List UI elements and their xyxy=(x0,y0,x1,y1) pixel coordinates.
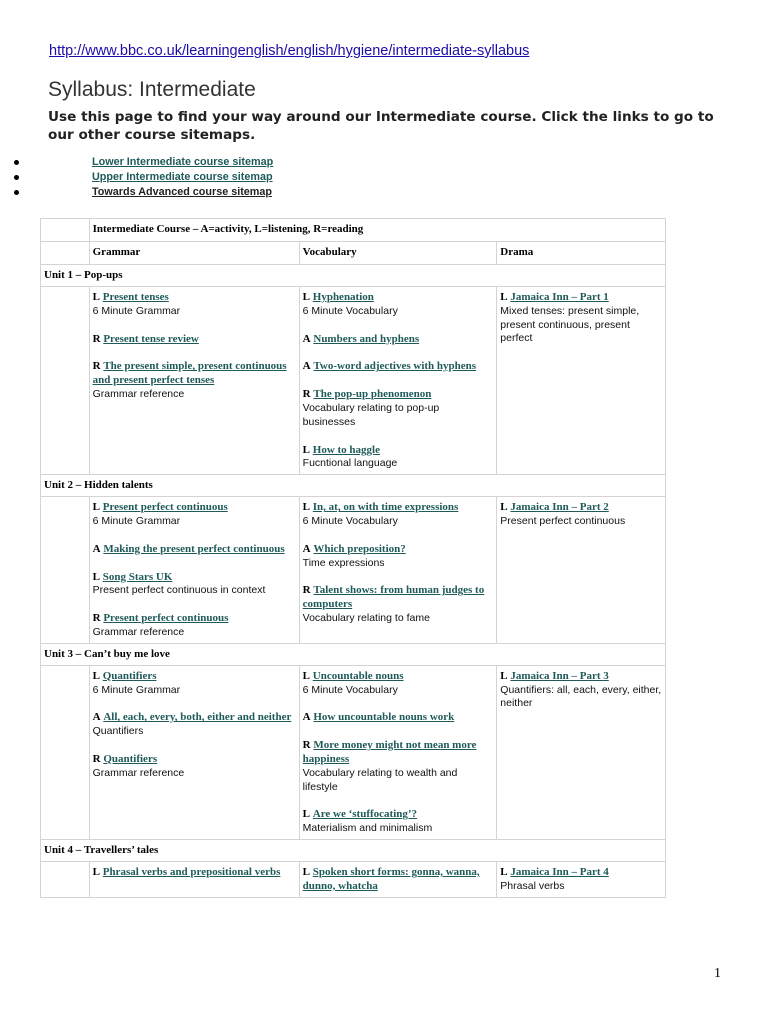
activity-description: 6 Minute Grammar xyxy=(92,683,181,696)
bullet-icon xyxy=(14,160,19,165)
activity-entry xyxy=(303,543,494,571)
activity-description: Materialism and minimalism xyxy=(302,822,433,835)
activity-link[interactable]: Jamaica Inn – Part 3 xyxy=(510,669,609,682)
sitemap-item xyxy=(0,186,400,201)
activity-description: Vocabulary relating to wealth and lifestyle xyxy=(302,766,458,793)
activity-link[interactable]: The present simple, present continuous and present perfect tenses xyxy=(92,360,287,387)
activity-type-letter: L xyxy=(302,501,311,514)
activity-type-letter: A xyxy=(92,542,101,555)
activity-entry xyxy=(303,360,494,374)
activity-link[interactable]: How uncountable nouns work xyxy=(313,711,455,724)
activity-description: 6 Minute Vocabulary xyxy=(302,304,398,317)
upper-intermediate-sitemap-link[interactable]: Upper Intermediate course sitemap xyxy=(92,171,273,183)
activity-link[interactable]: Making the present perfect continuous xyxy=(103,542,285,555)
activity-type-letter: R xyxy=(302,388,311,401)
vocab-cell xyxy=(299,497,497,644)
unit-title: Unit 2 – Hidden talents xyxy=(41,475,666,497)
activity-link[interactable]: Present perfect continuous xyxy=(103,612,229,625)
lower-intermediate-sitemap-link[interactable]: Lower Intermediate course sitemap xyxy=(92,156,274,168)
activity-description: Fucntional language xyxy=(302,457,398,470)
activity-entry xyxy=(93,291,296,319)
activity-link[interactable]: Are we ‘stuffocating’? xyxy=(312,808,418,821)
activity-link[interactable]: Jamaica Inn – Part 2 xyxy=(510,501,609,514)
header-grammar: Grammar xyxy=(89,242,299,265)
bullet-icon xyxy=(14,175,19,180)
activity-type-letter: L xyxy=(92,865,100,878)
unit-title-row xyxy=(41,265,666,287)
activity-entry xyxy=(303,501,494,529)
activity-description: 6 Minute Grammar xyxy=(92,304,181,317)
activity-description: Vocabulary relating to pop-up businesses xyxy=(302,401,440,428)
activity-link[interactable]: Spoken short forms: gonna, wanna, dunno, whatcha xyxy=(302,865,480,892)
activity-description: Time expressions xyxy=(302,556,385,569)
activity-entry xyxy=(303,866,494,894)
activity-entry xyxy=(93,333,296,347)
activity-link[interactable]: Quantifiers xyxy=(102,669,157,682)
activity-link[interactable]: More money might not mean more happiness xyxy=(302,739,477,765)
unit-title-row xyxy=(41,475,666,497)
activity-entry xyxy=(93,866,296,880)
activity-type-letter: A xyxy=(302,711,311,724)
table-caption-row xyxy=(41,219,666,242)
activity-entry xyxy=(500,291,662,346)
activity-link[interactable]: In, at, on with time expressions xyxy=(312,501,459,514)
activity-link[interactable]: The pop-up phenomenon xyxy=(313,388,432,401)
unit-content-row xyxy=(41,497,666,644)
activity-type-letter: L xyxy=(92,570,100,583)
bullet-icon xyxy=(14,190,19,195)
activity-type-letter: L xyxy=(302,291,311,303)
activity-type-letter: R xyxy=(92,752,101,765)
activity-type-letter: L xyxy=(500,501,508,514)
unit-title-row xyxy=(41,839,666,861)
activity-entry xyxy=(303,670,494,698)
header-vocabulary: Vocabulary xyxy=(299,242,497,265)
activity-link[interactable]: Two-word adjectives with hyphens xyxy=(313,360,477,373)
activity-description: 6 Minute Grammar xyxy=(92,514,181,527)
activity-entry xyxy=(303,444,494,472)
activity-link[interactable]: Talent shows: from human judges to computers xyxy=(302,584,485,611)
activity-type-letter: L xyxy=(500,669,508,682)
activity-type-letter: L xyxy=(302,865,311,878)
unit-title: Unit 3 – Can’t buy me love xyxy=(41,643,666,665)
table-caption: Intermediate Course – A=activity, L=listening, R=reading xyxy=(89,219,665,242)
table-cell xyxy=(41,497,90,644)
source-url-link[interactable]: http://www.bbc.co.uk/learningenglish/english/hygiene/intermediate-syllabus xyxy=(49,43,530,59)
unit-content-row xyxy=(41,665,666,839)
activity-entry xyxy=(93,711,296,739)
activity-entry xyxy=(93,543,296,557)
activity-description: Quantifiers xyxy=(92,725,144,738)
activity-entry xyxy=(93,571,296,599)
activity-entry xyxy=(303,808,494,836)
activity-type-letter: A xyxy=(302,360,311,373)
unit-content-row xyxy=(41,861,666,897)
activity-type-letter: L xyxy=(500,291,508,303)
unit-content-row xyxy=(41,287,666,475)
activity-type-letter: L xyxy=(500,865,508,878)
activity-type-letter: L xyxy=(92,291,100,303)
header-drama: Drama xyxy=(497,242,666,265)
unit-title: Unit 4 – Travellers’ tales xyxy=(41,839,666,861)
activity-link[interactable]: Present perfect continuous xyxy=(102,501,228,514)
activity-description: 6 Minute Vocabulary xyxy=(302,683,398,696)
grammar-cell xyxy=(89,861,299,897)
activity-entry xyxy=(303,584,494,625)
activity-type-letter: R xyxy=(92,332,101,345)
table-cell xyxy=(41,242,90,265)
activity-entry xyxy=(500,670,662,711)
activity-link[interactable]: All, each, every, both, either and neither xyxy=(103,711,292,724)
activity-link[interactable]: Phrasal verbs and prepositional verbs xyxy=(102,865,281,878)
activity-type-letter: R xyxy=(92,612,101,625)
activity-type-letter: R xyxy=(92,360,101,373)
activity-description: Mixed tenses: present simple, present continuous, present perfect xyxy=(500,304,640,345)
activity-type-letter: L xyxy=(302,808,311,821)
activity-link[interactable]: Present tenses xyxy=(102,291,169,303)
activity-entry xyxy=(303,388,494,429)
activity-entry xyxy=(303,291,494,319)
activity-link[interactable]: Hyphenation xyxy=(312,291,374,303)
unit-title: Unit 1 – Pop-ups xyxy=(41,265,666,287)
activity-type-letter: A xyxy=(92,711,101,724)
syllabus-table xyxy=(40,218,666,898)
table-cell xyxy=(41,665,90,839)
activity-entry xyxy=(500,866,662,894)
activity-description: Grammar reference xyxy=(92,766,185,779)
activity-link[interactable]: Song Stars UK xyxy=(102,570,173,583)
drama-cell xyxy=(497,861,666,897)
drama-cell xyxy=(497,287,666,475)
page-title: Syllabus: Intermediate xyxy=(48,78,256,101)
activity-type-letter: L xyxy=(302,669,311,682)
grammar-cell xyxy=(89,665,299,839)
activity-link[interactable]: How to haggle xyxy=(312,443,380,456)
activity-description: Vocabulary relating to fame xyxy=(302,611,430,624)
table-header-row xyxy=(41,242,666,265)
intro-text: Use this page to find your way around our Intermediate course. Click the links to go to our other course sitemaps. xyxy=(48,109,714,143)
activity-description: Phrasal verbs xyxy=(500,879,565,892)
activity-entry xyxy=(93,670,296,698)
unit-title-row xyxy=(41,643,666,665)
activity-link[interactable]: Quantifiers xyxy=(103,752,158,765)
activity-description: Quantifiers: all, each, every, either, neither xyxy=(500,683,662,710)
activity-entry xyxy=(303,333,494,347)
activity-entry xyxy=(93,360,296,401)
towards-advanced-sitemap-link[interactable]: Towards Advanced course sitemap xyxy=(92,186,273,198)
table-cell xyxy=(41,219,90,242)
activity-entry xyxy=(303,711,494,725)
activity-description: Present perfect continuous in context xyxy=(92,584,266,597)
page-number: 1 xyxy=(714,966,721,981)
activity-type-letter: L xyxy=(92,669,100,682)
drama-cell xyxy=(497,665,666,839)
activity-type-letter: A xyxy=(302,542,311,555)
activity-link[interactable]: Uncountable nouns xyxy=(312,669,404,682)
grammar-cell xyxy=(89,287,299,475)
activity-type-letter: L xyxy=(302,443,311,456)
activity-entry xyxy=(93,753,296,781)
drama-cell xyxy=(497,497,666,644)
vocab-cell xyxy=(299,287,497,475)
activity-type-letter: R xyxy=(302,584,311,597)
activity-description: Grammar reference xyxy=(92,625,185,638)
activity-link[interactable]: Jamaica Inn – Part 4 xyxy=(510,865,609,878)
activity-description: Present perfect continuous xyxy=(500,514,626,527)
activity-type-letter: A xyxy=(302,332,311,345)
vocab-cell xyxy=(299,861,497,897)
activity-link[interactable]: Numbers and hyphens xyxy=(313,332,420,345)
grammar-cell xyxy=(89,497,299,644)
activity-type-letter: L xyxy=(92,501,100,514)
activity-description: Grammar reference xyxy=(92,387,185,400)
table-cell xyxy=(41,287,90,475)
activity-link[interactable]: Present tense review xyxy=(103,332,199,345)
table-cell xyxy=(41,861,90,897)
activity-entry xyxy=(500,501,662,529)
sitemap-item xyxy=(0,171,400,186)
activity-type-letter: R xyxy=(302,739,311,752)
activity-entry xyxy=(303,739,494,794)
activity-link[interactable]: Jamaica Inn – Part 1 xyxy=(510,291,609,303)
activity-description: 6 Minute Vocabulary xyxy=(302,514,398,527)
sitemap-item xyxy=(0,156,400,171)
vocab-cell xyxy=(299,665,497,839)
activity-entry xyxy=(93,501,296,529)
activity-link[interactable]: Which preposition? xyxy=(313,542,406,555)
activity-entry xyxy=(93,612,296,640)
